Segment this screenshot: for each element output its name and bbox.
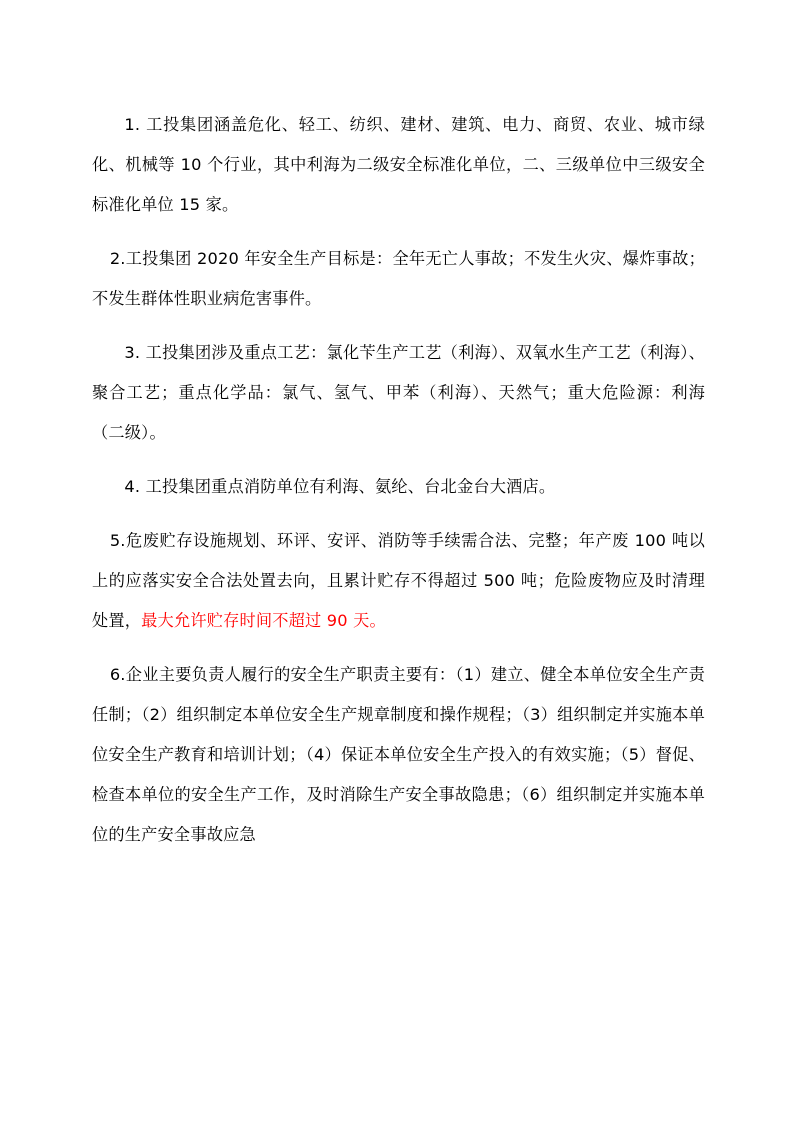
paragraph-text: 3. 工投集团涉及重点工艺：氯化苄生产工艺（利海）、双氧水生产工艺（利海）、聚合工艺；重点化学品：氯气、氢气、甲苯（利海）、天然气；重大危险源：利海（二级）。 xyxy=(92,343,705,443)
paragraph xyxy=(92,105,705,225)
paragraph xyxy=(92,467,705,507)
paragraph-text: 5.危废贮存设施规划、环评、安评、消防等手续需合法、完整；年产废 100 吨以上的应落实安全合法处置去向，且累计贮存不得超过 500 吨；危险废物应及时清理处置， xyxy=(92,531,705,631)
paragraph xyxy=(92,333,705,453)
paragraph xyxy=(92,239,705,319)
document-body xyxy=(92,105,705,855)
paragraph-text: 6.企业主要负责人履行的安全生产职责主要有：（1）建立、健全本单位安全生产责任制；（2）组织制定本单位安全生产规章制度和操作规程；（3）组织制定并实施本单位安全生产教育和培训计划；（4）保证本单位安全生产投入的有效实施；（5）督促、检查本单位的安全生产工作，及时消除生产安全事故隐患；（6）组织制定并实施本单位的生产安全事故应急 xyxy=(92,665,705,845)
paragraph xyxy=(92,521,705,641)
paragraph-text: 1. 工投集团涵盖危化、轻工、纺织、建材、建筑、电力、商贸、农业、城市绿化、机械等 10 个行业，其中利海为二级安全标准化单位，二、三级单位中三级安全标准化单位 15 家。 xyxy=(92,115,705,215)
highlighted-text: 最大允许贮存时间不超过 90 天。 xyxy=(141,611,386,631)
paragraph-text: 4. 工投集团重点消防单位有利海、氨纶、台北金台大酒店。 xyxy=(124,477,556,497)
paragraph-text: 2.工投集团 2020 年安全生产目标是：全年无亡人事故；不发生火灾、爆炸事故；不发生群体性职业病危害事件。 xyxy=(92,249,705,309)
paragraph xyxy=(92,655,705,855)
